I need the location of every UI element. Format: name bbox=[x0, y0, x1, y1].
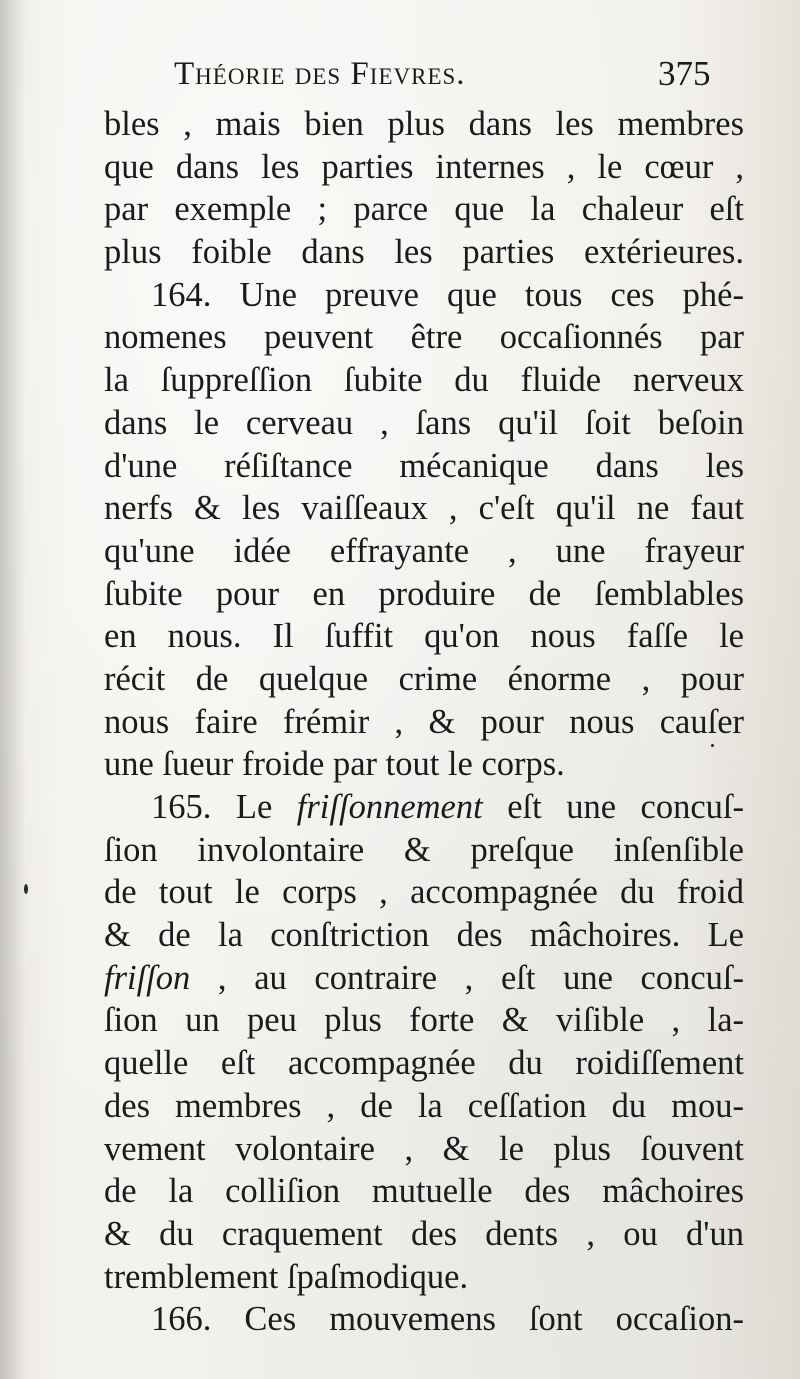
paragraph-164-start: 164. Une preuve que tous ces phé- bbox=[151, 275, 744, 314]
text-fragment: 165. Le bbox=[151, 788, 297, 826]
text-line: ſion un peu plus forte & viſible , la- bbox=[104, 1001, 744, 1040]
text-line: récit de quelque crime énorme , pour bbox=[104, 659, 744, 698]
text-line: ſion involontaire & preſque inſenſible bbox=[104, 830, 744, 869]
running-header bbox=[174, 50, 774, 100]
text-line: vement volontaire , & le plus ſouvent bbox=[104, 1129, 744, 1168]
text-line: d'une réſiſtance mécanique dans les bbox=[104, 446, 744, 485]
text-line: des membres , de la ceſſation du mou- bbox=[104, 1086, 744, 1125]
gutter-shadow bbox=[0, 0, 26, 1379]
text-line: dans le cerveau , ſans qu'il ſoit beſoin bbox=[104, 403, 744, 442]
italic-term-frisson: friſſon bbox=[104, 958, 191, 997]
ink-speck bbox=[24, 884, 28, 894]
text-line: bles , mais bien plus dans les membres bbox=[104, 105, 744, 143]
text-line: & de la conſtriction des mâchoires. Le bbox=[104, 916, 744, 955]
page-number: 375 bbox=[658, 54, 711, 93]
body-text bbox=[104, 103, 744, 1341]
running-title: Théorie des Fievres. bbox=[174, 56, 466, 92]
text-line: tremblement ſpaſmodique. bbox=[104, 1257, 469, 1296]
text-line: qu'une idée effrayante , une frayeur bbox=[104, 531, 744, 570]
text-fragment: eſt une concuſ- bbox=[482, 788, 744, 826]
text-line: que dans les parties internes , le cœur , bbox=[104, 147, 744, 186]
text-line: la ſuppreſſion ſubite du fluide nerveux bbox=[104, 361, 744, 400]
text-line: ſubite pour en produire de ſemblables bbox=[104, 574, 744, 613]
text-line: en nous. Il ſuffit qu'on nous faſſe le bbox=[104, 617, 744, 656]
text-fragment: , au contraire , eſt une concuſ- bbox=[190, 958, 744, 997]
paragraph-165-start bbox=[104, 786, 744, 829]
text-line: & du craquement des dents , ou d'un bbox=[104, 1214, 744, 1253]
text-line: nous faire frémir , & pour nous cauſer bbox=[104, 702, 744, 741]
text-line-with-italic bbox=[104, 957, 744, 1000]
italic-term-frissonnement: friſſonnement bbox=[296, 788, 483, 826]
text-line: une ſueur froide par tout le corps. bbox=[104, 745, 565, 784]
text-line: par exemple ; parce que la chaleur eſt bbox=[104, 190, 744, 229]
text-line: quelle eſt accompagnée du roidiſſement bbox=[104, 1044, 744, 1083]
text-line: de tout le corps , accompagnée du froid bbox=[104, 873, 744, 912]
paragraph-166-start: 166. Ces mouvemens ſont occaſion- bbox=[151, 1300, 744, 1339]
text-line: de la colliſion mutuelle des mâchoires bbox=[104, 1172, 744, 1211]
text-line: nomenes peuvent être occaſionnés par bbox=[104, 318, 744, 357]
text-line: nerfs & les vaiſſeaux , c'eſt qu'il ne faut bbox=[104, 489, 744, 528]
text-line: plus foible dans les parties extérieures. bbox=[104, 233, 744, 272]
